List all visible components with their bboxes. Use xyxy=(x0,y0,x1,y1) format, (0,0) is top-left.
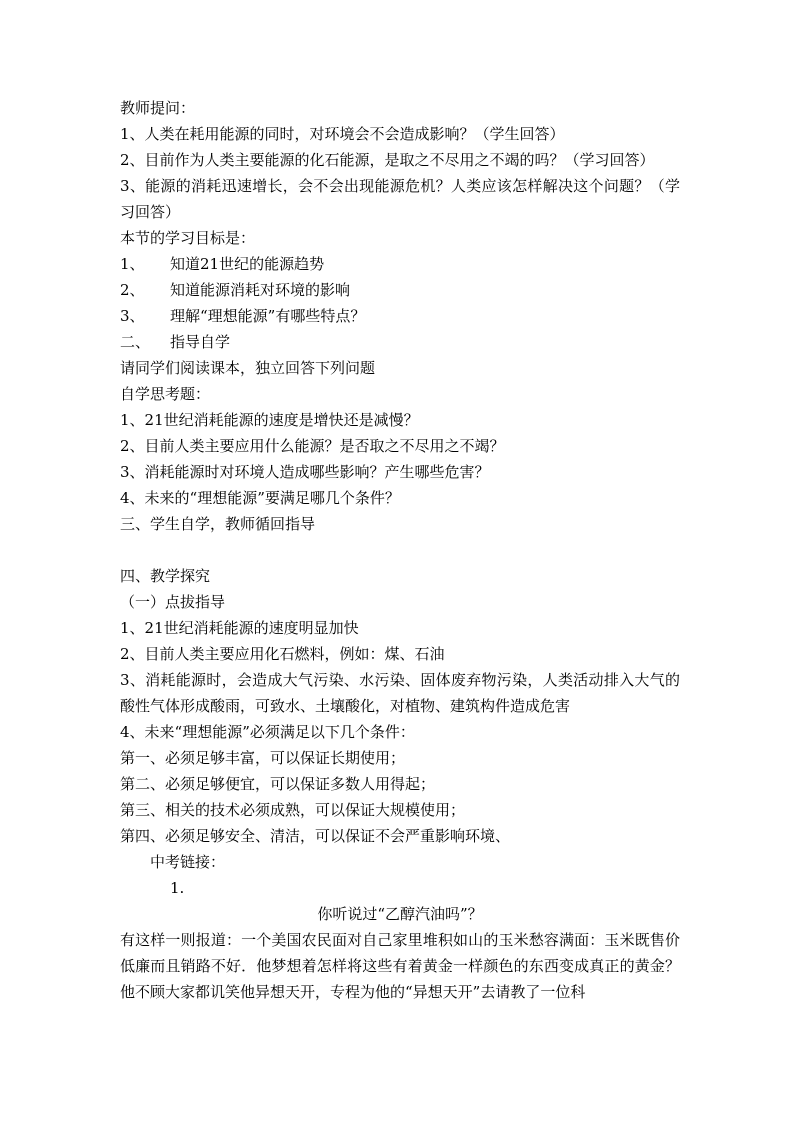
article-text: 有这样一则报道：一个美国农民面对自己家里堆积如山的玉米愁容满面：玉米既售价低廉而且销路不好．他梦想着怎样将这些有着黄金一样颜色的东西变成真正的黄金？他不顾大家都讥笑他异想天开，专程为他的“异想天开”去请教了一位科 xyxy=(120,931,680,1001)
goal-text: 理解“理想能源”有哪些特点？ xyxy=(170,307,366,325)
goal-number: 3、 xyxy=(120,307,145,325)
goal-number: 1、 xyxy=(120,255,145,273)
answer-item: 2、目前人类主要应用化石燃料，例如：煤、石油 xyxy=(120,645,445,663)
section-4-heading: 四、教学探究 xyxy=(120,567,211,585)
self-study-heading: 自学思考题： xyxy=(120,385,211,403)
answer-item: 4、未来“理想能源”必须满足以下几个条件： xyxy=(120,723,415,741)
answer-item: 1、21世纪消耗能源的速度明显加快 xyxy=(120,619,359,637)
goal-item xyxy=(120,251,680,277)
goal-text: 知道能源消耗对环境的影响 xyxy=(170,281,351,299)
condition-item: 第二、必须足够便宜，可以保证多数人用得起； xyxy=(120,775,436,793)
self-study-question: 1、21世纪消耗能源的速度是增快还是减慢？ xyxy=(120,411,419,429)
blank-line xyxy=(120,537,680,563)
goal-number: 2、 xyxy=(120,281,145,299)
exam-link-heading: 中考链接： xyxy=(150,853,226,871)
goal-item xyxy=(120,303,680,329)
goals-heading: 本节的学习目标是： xyxy=(120,229,256,247)
article-title: 你听说过“乙醇汽油吗”？ xyxy=(317,905,483,923)
question-1: 1、人类在耗用能源的同时，对环境会不会造成影响？（学生回答） xyxy=(120,125,565,143)
self-study-question: 2、目前人类主要应用什么能源？是否取之不尽用之不竭？ xyxy=(120,437,505,455)
condition-item: 第一、必须足够丰富，可以保证长期使用； xyxy=(120,749,406,767)
self-study-question: 3、消耗能源时对环境人造成哪些影响？产生哪些危害？ xyxy=(120,463,490,481)
document-body xyxy=(120,95,680,1005)
section-2-heading xyxy=(120,329,680,355)
item-number: 1. xyxy=(170,879,185,897)
answer-item: 3、消耗能源时，会造成大气污染、水污染、固体废弃物污染，人类活动排入大气的酸性气体形成酸雨，可致水、土壤酸化，对植物、建筑构件造成危害 xyxy=(120,671,680,715)
goal-item xyxy=(120,277,680,303)
section-2-text: 指导自学 xyxy=(170,333,231,351)
goal-text: 知道21世纪的能源趋势 xyxy=(170,255,325,273)
condition-item: 第四、必须足够安全、清洁，可以保证不会严重影响环境、 xyxy=(120,827,511,845)
read-instruction: 请同学们阅读课本，独立回答下列问题 xyxy=(120,359,376,377)
section-3-heading: 三、学生自学，教师循回指导 xyxy=(120,515,316,533)
self-study-question: 4、未来的“理想能源”要满足哪几个条件？ xyxy=(120,489,400,507)
question-3: 3、能源的消耗迅速增长，会不会出现能源危机？人类应该怎样解决这个问题？（学习回答） xyxy=(120,177,680,221)
subsection-1-heading: （一）点拔指导 xyxy=(120,593,226,611)
teacher-questions-heading: 教师提问： xyxy=(120,99,196,117)
condition-item: 第三、相关的技术必须成熟，可以保证大规模使用； xyxy=(120,801,466,819)
section-2-number: 二、 xyxy=(120,333,151,351)
question-2: 2、目前作为人类主要能源的化石能源，是取之不尽用之不竭的吗？（学习回答） xyxy=(120,151,655,169)
